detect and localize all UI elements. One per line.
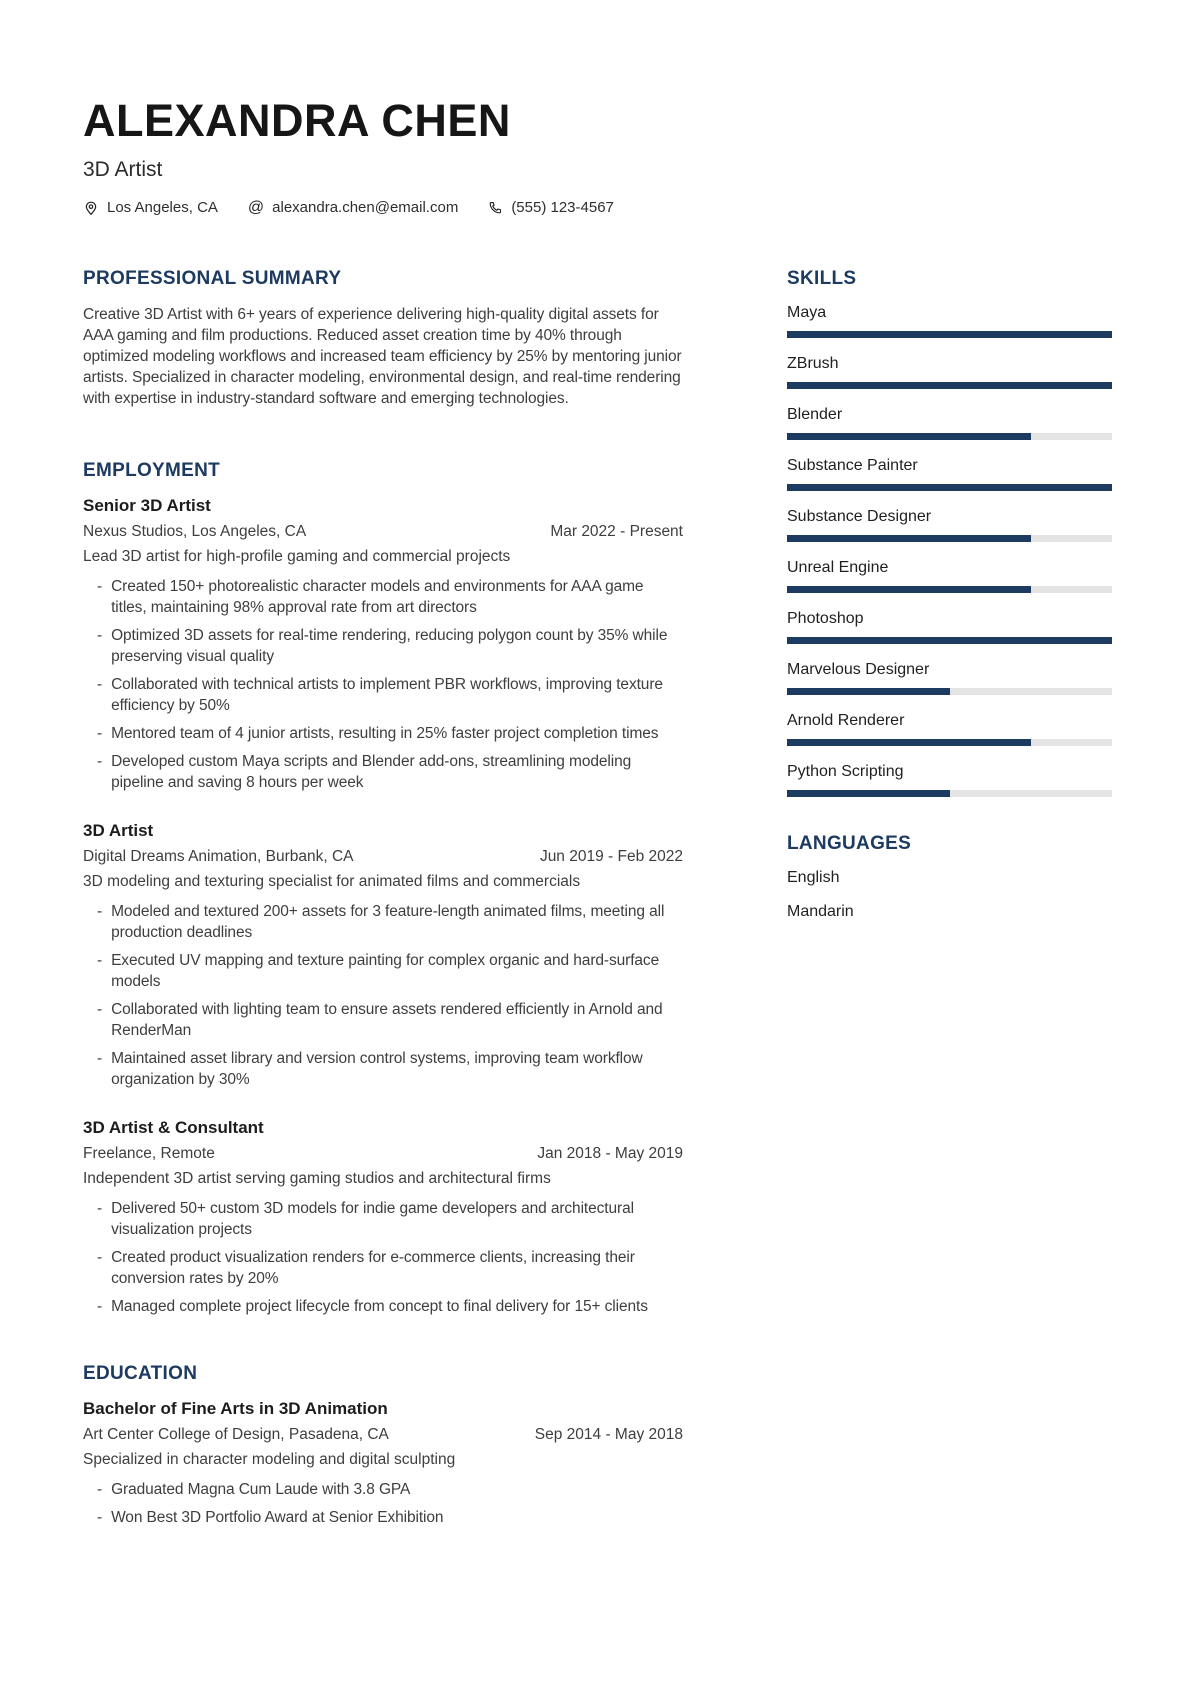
skill-bar-track [787, 331, 1112, 338]
skill-item [787, 457, 1112, 491]
skills-list [787, 304, 1112, 797]
degree-title: Bachelor of Fine Arts in 3D Animation [83, 1399, 388, 1418]
job-bullet-list [97, 576, 683, 793]
skills-section [787, 268, 1112, 797]
job-entry [83, 821, 683, 1090]
language-item: Mandarin [787, 903, 854, 920]
skill-bar-fill [787, 739, 1031, 746]
skill-name: Python Scripting [787, 763, 904, 780]
bullet-text: Collaborated with technical artists to implement PBR workflows, improving texture efficiency by 50% [111, 676, 663, 714]
candidate-name: ALEXANDRA CHEN [83, 95, 511, 146]
bullet-text: Managed complete project lifecycle from concept to final delivery for 15+ clients [111, 1298, 648, 1315]
skill-item [787, 355, 1112, 389]
job-meta-row [83, 523, 683, 541]
job-bullet [97, 1048, 683, 1090]
job-bullet [97, 723, 683, 744]
job-description: Lead 3D artist for high-profile gaming and commercial projects [83, 548, 511, 565]
job-dates: Mar 2022 - Present [550, 523, 683, 540]
education-entry [83, 1399, 683, 1528]
skill-bar-fill [787, 331, 1112, 338]
skill-item [787, 406, 1112, 440]
job-entry [83, 1118, 683, 1317]
summary-section [83, 268, 683, 409]
job-dates: Jun 2019 - Feb 2022 [539, 848, 683, 865]
summary-heading: PROFESSIONAL SUMMARY [83, 268, 342, 289]
skill-bar-fill [787, 484, 1112, 491]
resume-header [83, 95, 1112, 216]
skill-bar-track [787, 484, 1112, 491]
skill-name: Blender [787, 406, 843, 423]
job-bullet [97, 901, 683, 943]
contact-email-text: alexandra.chen@email.com [272, 199, 459, 216]
skill-name: Substance Designer [787, 508, 932, 525]
contact-phone-text: (555) 123-4567 [511, 199, 614, 216]
skill-name: Substance Painter [787, 457, 918, 474]
education-meta-row [83, 1426, 683, 1444]
skill-item [787, 763, 1112, 797]
job-bullet-list [97, 901, 683, 1090]
skill-item [787, 610, 1112, 644]
skill-name: Arnold Renderer [787, 712, 905, 729]
education-section [83, 1363, 683, 1528]
skill-bar-track [787, 433, 1112, 440]
contact-location-text: Los Angeles, CA [107, 199, 218, 216]
bullet-dash: - [97, 578, 103, 595]
bullet-text: Executed UV mapping and texture painting for complex organic and hard-surface models [111, 952, 660, 990]
languages-list [787, 869, 1112, 921]
job-bullet [97, 999, 683, 1041]
job-bullet [97, 625, 683, 667]
job-title: 3D Artist [83, 821, 154, 840]
skill-bar-track [787, 586, 1112, 593]
bullet-text: Optimized 3D assets for real-time rendering, reducing polygon count by 35% while preserving visual quality [111, 627, 668, 665]
bullet-dash: - [97, 753, 103, 770]
skill-name: Unreal Engine [787, 559, 889, 576]
summary-text: Creative 3D Artist with 6+ years of experience delivering high-quality digital assets for AAA gaming and film productions. Reduced asset creation time by 40% through optimized modeling workflows and increased team efficiency by 25% by mentoring junior artists. Specialized in character modeling, environmental design, and real-time rendering with expertise in industry-standard software and emerging technologies. [83, 306, 682, 407]
professional-title: 3D Artist [83, 158, 163, 181]
bullet-text: Maintained asset library and version control systems, improving team workflow organization by 30% [111, 1050, 643, 1088]
bullet-dash: - [97, 952, 103, 969]
bullet-dash: - [97, 627, 103, 644]
bullet-dash: - [97, 903, 103, 920]
skill-item [787, 304, 1112, 338]
job-dates: Jan 2018 - May 2019 [537, 1145, 683, 1162]
job-bullet-list [97, 1198, 683, 1317]
skill-bar-track [787, 535, 1112, 542]
bullet-text: Collaborated with lighting team to ensure assets rendered efficiently in Arnold and RenderMan [111, 1001, 663, 1039]
skill-bar-track [787, 637, 1112, 644]
education-dates: Sep 2014 - May 2018 [534, 1426, 683, 1443]
bullet-text: Created 150+ photorealistic character models and environments for AAA game titles, maintaining 98% approval rate from art directors [111, 578, 644, 616]
bullet-dash: - [97, 1249, 103, 1266]
job-bullet [97, 950, 683, 992]
job-meta-row [83, 848, 683, 866]
bullet-dash: - [97, 725, 103, 742]
skill-name: ZBrush [787, 355, 839, 372]
bullet-text: Created product visualization renders for e-commerce clients, increasing their conversion rates by 20% [111, 1249, 635, 1287]
education-description: Specialized in character modeling and digital sculpting [83, 1451, 456, 1468]
contact-row [83, 199, 1112, 216]
employment-section [83, 460, 683, 1317]
skill-item [787, 712, 1112, 746]
contact-email [248, 199, 458, 216]
job-bullet [97, 674, 683, 716]
bullet-dash: - [97, 1200, 103, 1217]
sidebar-column [787, 268, 1112, 1535]
languages-section [787, 833, 1112, 921]
skill-item [787, 559, 1112, 593]
bullet-dash: - [97, 676, 103, 693]
contact-location [83, 199, 218, 216]
skill-bar-fill [787, 637, 1112, 644]
job-title: 3D Artist & Consultant [83, 1118, 264, 1137]
bullet-text: Delivered 50+ custom 3D models for indie game developers and architectural visualization projects [111, 1200, 634, 1238]
skill-bar-track [787, 739, 1112, 746]
bullet-dash: - [97, 1509, 103, 1526]
job-bullet [97, 576, 683, 618]
education-heading: EDUCATION [83, 1363, 198, 1384]
skill-bar-fill [787, 535, 1031, 542]
contact-phone [488, 199, 614, 216]
job-meta-row [83, 1145, 683, 1163]
job-company: Digital Dreams Animation, Burbank, CA [83, 848, 354, 865]
job-entry [83, 496, 683, 793]
languages-heading: LANGUAGES [787, 833, 912, 854]
job-bullet [97, 1198, 683, 1240]
skill-bar-fill [787, 688, 950, 695]
education-bullet-list [97, 1479, 683, 1528]
job-bullet [97, 1296, 683, 1317]
employment-heading: EMPLOYMENT [83, 460, 221, 481]
job-company: Freelance, Remote [83, 1145, 215, 1162]
skill-bar-track [787, 382, 1112, 389]
language-item: English [787, 869, 840, 886]
skill-bar-track [787, 688, 1112, 695]
job-company: Nexus Studios, Los Angeles, CA [83, 523, 307, 540]
skills-heading: SKILLS [787, 268, 857, 289]
job-title: Senior 3D Artist [83, 496, 211, 515]
email-icon: @ [247, 198, 265, 216]
bullet-text: Graduated Magna Cum Laude with 3.8 GPA [111, 1481, 411, 1498]
bullet-text: Mentored team of 4 junior artists, resulting in 25% faster project completion times [111, 725, 659, 742]
school-name: Art Center College of Design, Pasadena, CA [83, 1426, 389, 1443]
skill-bar-fill [787, 790, 950, 797]
skill-bar-fill [787, 433, 1031, 440]
skill-bar-fill [787, 382, 1112, 389]
main-column [83, 268, 683, 1535]
bullet-dash: - [97, 1050, 103, 1067]
job-description: Independent 3D artist serving gaming studios and architectural firms [83, 1170, 551, 1187]
skill-name: Photoshop [787, 610, 864, 627]
bullet-text: Developed custom Maya scripts and Blender add-ons, streamlining modeling pipeline and saving 8 hours per week [111, 753, 632, 791]
skill-name: Marvelous Designer [787, 661, 930, 678]
job-bullet [97, 751, 683, 793]
job-description: 3D modeling and texturing specialist for animated films and commercials [83, 873, 581, 890]
bullet-text: Won Best 3D Portfolio Award at Senior Exhibition [111, 1509, 444, 1526]
content-columns [83, 268, 1112, 1535]
skill-item [787, 508, 1112, 542]
bullet-text: Modeled and textured 200+ assets for 3 feature-length animated films, meeting all production deadlines [111, 903, 665, 941]
bullet-dash: - [97, 1001, 103, 1018]
skill-name: Maya [787, 304, 827, 321]
phone-icon [488, 200, 503, 215]
bullet-dash: - [97, 1298, 103, 1315]
bullet-dash: - [97, 1481, 103, 1498]
job-bullet [97, 1247, 683, 1289]
skill-bar-fill [787, 586, 1031, 593]
education-bullet [97, 1507, 683, 1528]
skill-bar-track [787, 790, 1112, 797]
skill-item [787, 661, 1112, 695]
location-pin-icon [83, 200, 99, 216]
education-bullet [97, 1479, 683, 1500]
